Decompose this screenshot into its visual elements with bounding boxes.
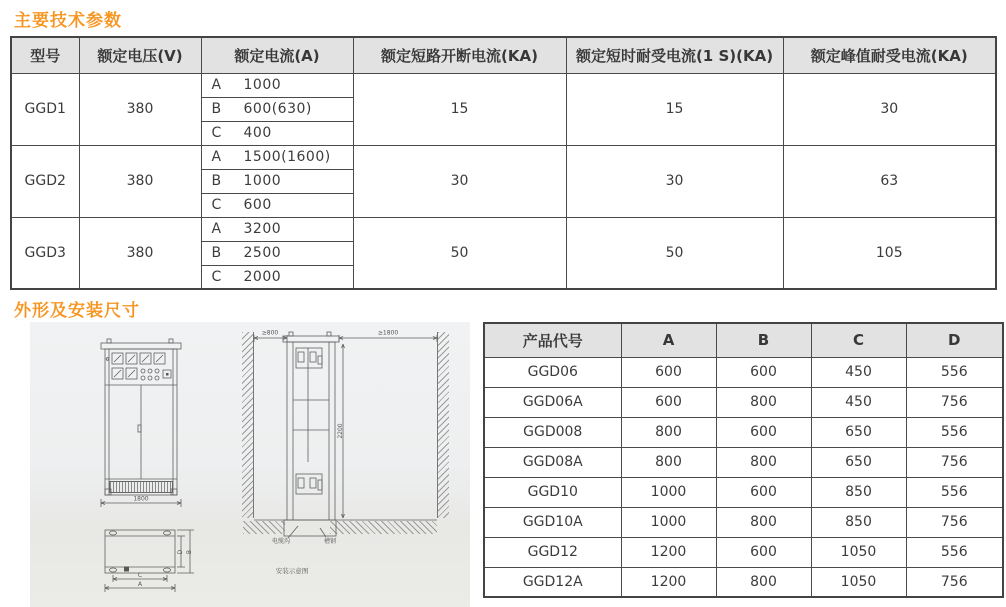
product-code-cell: GGD10A (484, 507, 621, 537)
model-cell: GGD1 (11, 73, 79, 145)
door-handle (138, 425, 141, 432)
withstand-cell: 30 (566, 145, 783, 217)
voltage-cell: 380 (79, 217, 201, 289)
table-row (11, 73, 996, 97)
spec-table (10, 36, 997, 290)
current-cell (201, 145, 353, 169)
current-code: A (211, 221, 222, 237)
dim-cell: 800 (716, 507, 811, 537)
current-cell (201, 241, 353, 265)
dim-cell: 800 (716, 387, 811, 417)
dim-cell: 1000 (621, 477, 716, 507)
current-code: C (211, 268, 222, 285)
dim-cell: 756 (906, 567, 1003, 597)
dim-cell: 756 (906, 447, 1003, 477)
current-value: 2500 (243, 245, 282, 261)
breaking-cell: 15 (353, 73, 566, 145)
dim-cell: 450 (811, 357, 906, 387)
current-code: B (211, 101, 222, 117)
drawing-caption: 安装示意图 (275, 567, 309, 575)
current-value: 600 (243, 197, 272, 213)
current-code: A (211, 149, 222, 165)
table-row (484, 537, 1003, 567)
current-cell (201, 73, 353, 97)
current-cell (201, 97, 353, 121)
table-row (484, 567, 1003, 597)
current-code: C (211, 197, 222, 213)
current-code: B (211, 173, 222, 189)
channel-steel-label: 槽钢 (323, 538, 337, 545)
current-code: B (211, 245, 222, 261)
cabinet-top-cap (101, 343, 181, 349)
dim-cell: 800 (716, 447, 811, 477)
product-code-cell: GGD06A (484, 387, 621, 417)
dim-gap-right: ≥1800 (377, 329, 399, 337)
column-header-d: D (906, 323, 1003, 357)
current-value: 1000 (243, 77, 282, 93)
product-code-cell: GGD06 (484, 357, 621, 387)
dim-cell: 1200 (621, 537, 716, 567)
dim-cell: 800 (716, 567, 811, 597)
current-value: 400 (243, 125, 272, 141)
dim-cell: 1000 (621, 507, 716, 537)
side-top-cap (283, 336, 339, 342)
table-row (484, 387, 1003, 417)
dim-cell: 450 (811, 387, 906, 417)
cabinet-side-body (287, 342, 335, 520)
dim-cell: 600 (716, 357, 811, 387)
column-header-b: B (716, 323, 811, 357)
current-code: C (211, 125, 222, 141)
column-header-a: A (621, 323, 716, 357)
product-code-cell: GGD12A (484, 567, 621, 597)
dim-cell: 600 (621, 357, 716, 387)
column-header-c: C (811, 323, 906, 357)
column-header-withstand-current: 额定短时耐受电流(1 S)(KA) (566, 37, 783, 73)
model-cell: GGD2 (11, 145, 79, 217)
dim-cell: 800 (621, 417, 716, 447)
dim-cell: 556 (906, 477, 1003, 507)
current-cell (201, 217, 353, 241)
installation-drawing (30, 322, 470, 607)
current-code: A (211, 77, 222, 93)
dim-cell: 1050 (811, 567, 906, 597)
withstand-cell: 50 (566, 217, 783, 289)
model-cell: GGD3 (11, 217, 79, 289)
dim-cell: 600 (716, 537, 811, 567)
breaking-cell: 50 (353, 217, 566, 289)
current-value: 1500(1600) (243, 149, 331, 165)
dim-cell: 800 (621, 447, 716, 477)
dim-cell: 1050 (811, 537, 906, 567)
withstand-cell: 15 (566, 73, 783, 145)
product-code-cell: GGD08A (484, 447, 621, 477)
current-value: 1000 (243, 173, 282, 189)
dim-c-label: C (137, 572, 143, 579)
dim-cell: 556 (906, 417, 1003, 447)
column-header-voltage: 额定电压(V) (79, 37, 201, 73)
dim-d-label: D (177, 549, 184, 555)
dim-cell: 756 (906, 507, 1003, 537)
table-row (484, 357, 1003, 387)
dim-cell: 850 (811, 507, 906, 537)
column-header-peak-current: 额定峰值耐受电流(KA) (783, 37, 996, 73)
current-cell (201, 121, 353, 145)
dim-header-row (484, 323, 1003, 357)
table-row (11, 145, 996, 169)
product-code-cell: GGD008 (484, 417, 621, 447)
column-header-current: 额定电流(A) (201, 37, 353, 73)
dim-cabinet-height: 2200 (337, 423, 344, 439)
peak-cell: 105 (783, 217, 996, 289)
dim-cell: 600 (716, 417, 811, 447)
dim-cell: 556 (906, 357, 1003, 387)
dim-cell: 556 (906, 537, 1003, 567)
drawing-linework (30, 322, 470, 607)
voltage-cell: 380 (79, 145, 201, 217)
product-code-cell: GGD10 (484, 477, 621, 507)
dim-cell: 756 (906, 387, 1003, 417)
current-cell (201, 169, 353, 193)
breaking-cell: 30 (353, 145, 566, 217)
voltage-cell: 380 (79, 73, 201, 145)
plan-view-outline (105, 530, 175, 573)
table-row (484, 447, 1003, 477)
section-title-main-parameters: 主要技术参数 (14, 11, 122, 31)
table-row (484, 477, 1003, 507)
section-title-dimensions: 外形及安装尺寸 (14, 301, 140, 321)
table-row (484, 417, 1003, 447)
cable-trench-label: 电缆沟 (271, 538, 291, 545)
current-cell (201, 193, 353, 217)
dim-cell: 650 (811, 447, 906, 477)
column-header-breaking-current: 额定短路开断电流(KA) (353, 37, 566, 73)
peak-cell: 63 (783, 145, 996, 217)
current-value: 600(630) (243, 101, 312, 117)
dim-gap-left: ≥800 (261, 329, 279, 337)
dim-cell: 850 (811, 477, 906, 507)
dim-cell: 1200 (621, 567, 716, 597)
column-header-model: 型号 (11, 37, 79, 73)
dim-a-label: A (137, 581, 143, 588)
dim-front-width: 1800 (133, 495, 149, 503)
current-cell (201, 265, 353, 289)
current-value: 3200 (243, 221, 282, 237)
dimension-table (483, 322, 1004, 598)
dim-cell: 650 (811, 417, 906, 447)
dim-b-label: B (186, 549, 193, 555)
dim-cell: 600 (621, 387, 716, 417)
dim-cell: 600 (716, 477, 811, 507)
column-header-product-code: 产品代号 (484, 323, 621, 357)
peak-cell: 30 (783, 73, 996, 145)
table-row (484, 507, 1003, 537)
current-value: 2000 (243, 268, 282, 285)
product-code-cell: GGD12 (484, 537, 621, 567)
spec-header-row (11, 37, 996, 73)
table-row (11, 217, 996, 241)
